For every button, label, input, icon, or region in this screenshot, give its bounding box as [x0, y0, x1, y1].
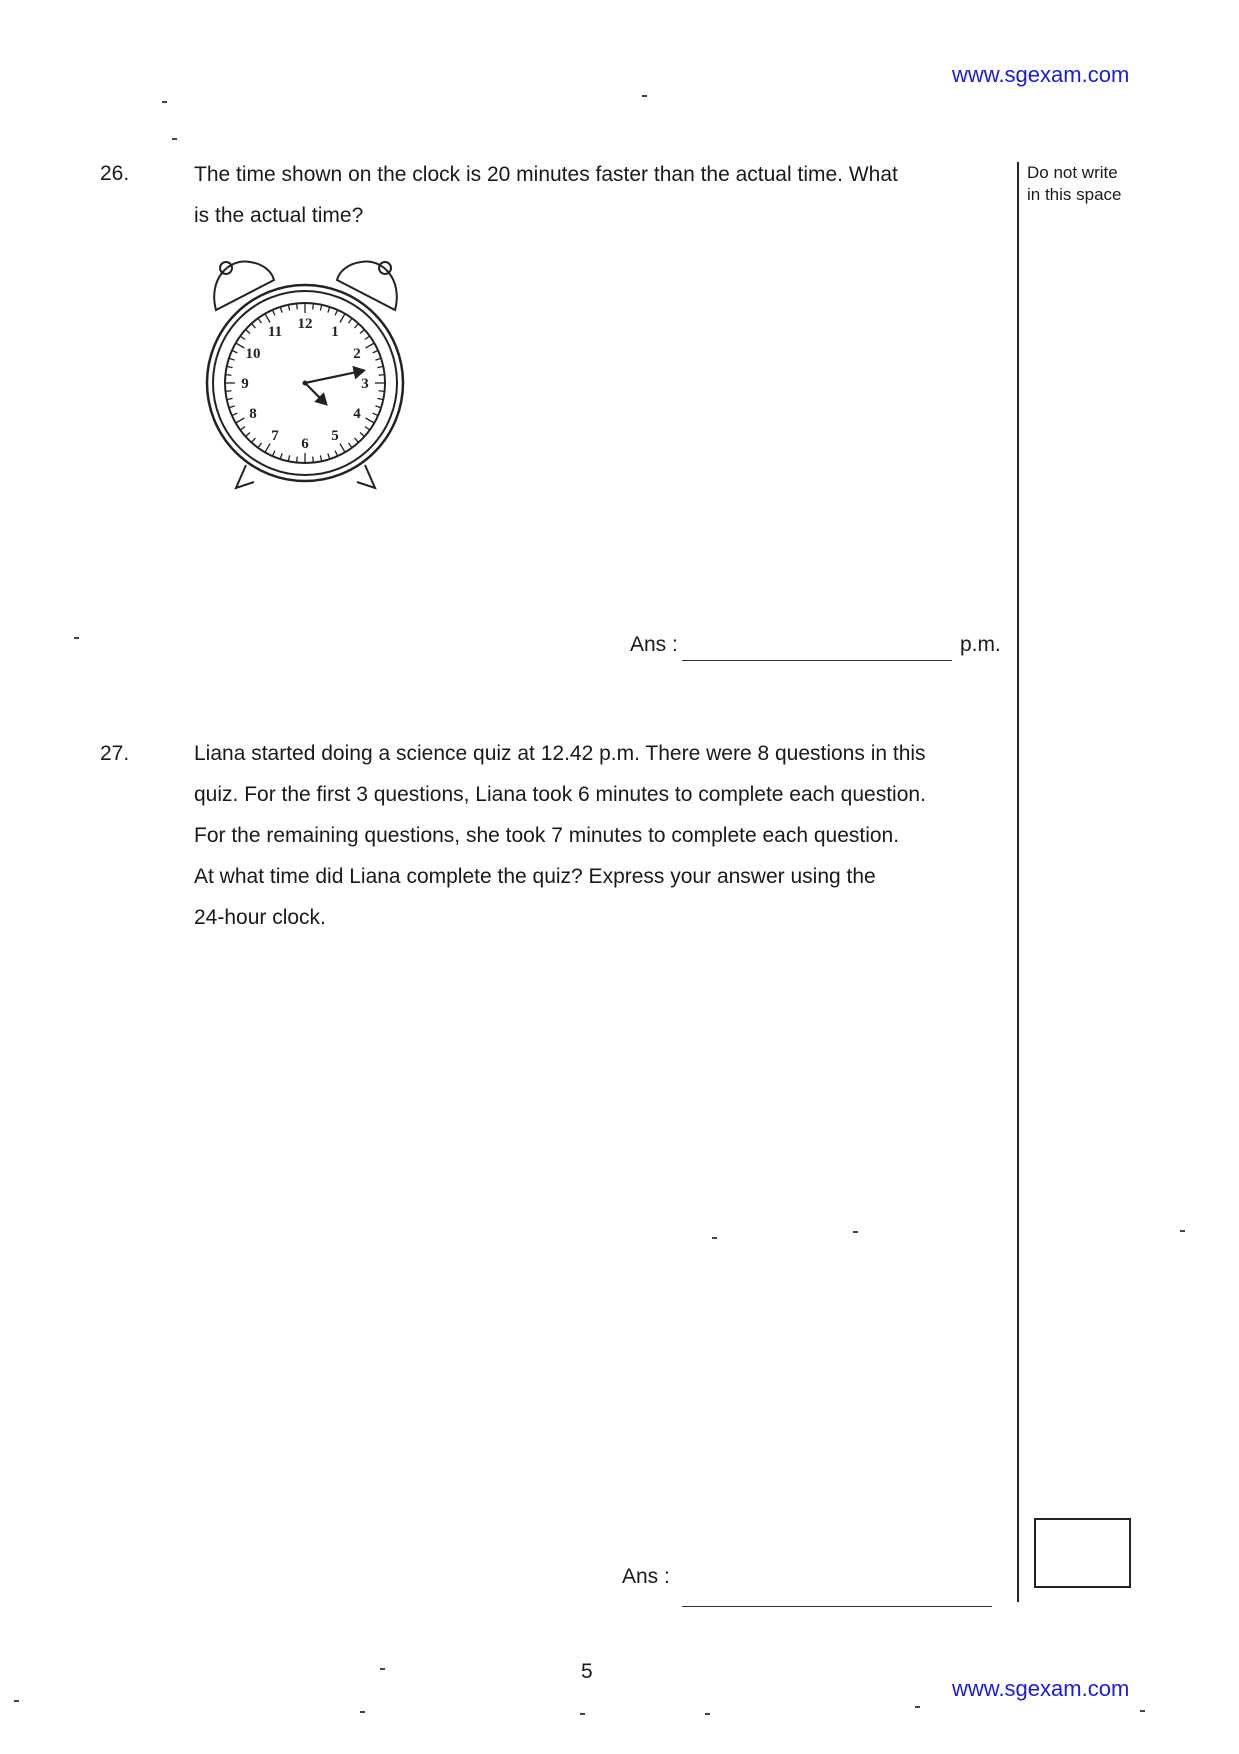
clock-tick: [236, 343, 245, 348]
margin-note-line1: Do not write: [1027, 163, 1118, 182]
clock-tick: [366, 343, 375, 348]
clock-tick: [251, 324, 255, 328]
clock-tick: [246, 433, 250, 437]
clock-tick: [360, 329, 364, 333]
question-26-line1: The time shown on the clock is 20 minutes faster than the actual time. What: [194, 163, 898, 186]
clock-tick: [227, 398, 233, 399]
scan-speck: [712, 1237, 717, 1239]
clock-tick: [360, 433, 364, 437]
scan-speck: [915, 1706, 920, 1708]
question-26-answer-unit: p.m.: [960, 633, 1001, 656]
clock-tick: [225, 391, 231, 392]
clock-tick: [373, 413, 378, 415]
question-27-line3: For the remaining questions, she took 7 minutes to complete each question.: [194, 824, 900, 847]
clock-tick: [379, 391, 385, 392]
question-27-text: [194, 733, 1019, 938]
question-27-line2: quiz. For the first 3 questions, Liana took 6 minutes to complete each question.: [194, 783, 926, 806]
clock-tick: [379, 375, 385, 376]
clock-tick: [355, 438, 359, 442]
scan-speck: [360, 1711, 365, 1713]
scan-speck: [74, 637, 79, 639]
clock-tick: [272, 310, 274, 315]
clock-tick: [232, 413, 237, 415]
clock-numeral: 9: [241, 376, 249, 392]
question-26-text: [194, 154, 1019, 236]
clock-tick: [375, 406, 381, 408]
clock-tick: [297, 457, 298, 463]
clock-tick: [288, 455, 289, 461]
question-26-answer-line[interactable]: [682, 660, 952, 661]
question-26-line2: is the actual time?: [194, 204, 364, 227]
clock-tick: [232, 350, 237, 352]
clock-numeral: 6: [301, 436, 309, 452]
alarm-bell-left: [214, 262, 274, 310]
clock-tick: [251, 438, 255, 442]
clock-tick: [229, 406, 235, 408]
site-link-bottom[interactable]: www.sgexam.com: [952, 1676, 1130, 1701]
clock-tick: [320, 455, 321, 461]
clock-tick: [328, 453, 330, 459]
scan-speck: [1180, 1230, 1185, 1232]
clock-tick: [313, 457, 314, 463]
clock-tick: [320, 305, 321, 311]
scan-speck: [380, 1668, 385, 1670]
clock-foot-right: [357, 465, 375, 488]
clock-foot-left: [236, 465, 254, 488]
clock-numeral: 10: [245, 346, 261, 362]
marks-box: [1034, 1518, 1131, 1588]
clock-tick: [240, 336, 245, 340]
scan-speck: [642, 95, 647, 97]
scan-speck: [853, 1231, 858, 1233]
clock-tick: [313, 303, 314, 309]
question-26-number: 26.: [100, 162, 130, 185]
clock-tick: [229, 358, 235, 360]
clock-numeral: 12: [297, 316, 313, 332]
clock-tick: [265, 314, 270, 323]
clock-tick: [340, 314, 345, 323]
scan-speck: [14, 1700, 19, 1702]
clock-center: [303, 381, 308, 386]
clock-tick: [280, 307, 282, 313]
question-27-line5: 24-hour clock.: [194, 906, 326, 929]
clock-tick: [348, 443, 352, 448]
clock-tick: [340, 444, 345, 453]
clock-tick: [348, 318, 352, 323]
scan-speck: [172, 138, 177, 140]
clock-tick: [328, 307, 330, 313]
clock-tick: [366, 418, 375, 423]
clock-hands: [305, 368, 364, 405]
alarm-clock-image: [198, 250, 413, 495]
clock-tick: [365, 336, 370, 340]
clock-tick: [258, 443, 262, 448]
clock-tick: [375, 358, 381, 360]
clock-numeral: 5: [331, 427, 339, 444]
clock-tick: [265, 444, 270, 453]
clock-tick: [258, 318, 262, 323]
question-27-line4: At what time did Liana complete the quiz? Express your answer using the: [194, 865, 876, 888]
clock-tick: [272, 451, 274, 456]
clock-tick: [335, 451, 337, 456]
clock-tick: [246, 329, 250, 333]
scan-speck: [1140, 1710, 1145, 1712]
clock-tick: [288, 305, 289, 311]
clock-tick: [236, 418, 245, 423]
clock-tick: [373, 350, 378, 352]
margin-note: [1027, 162, 1122, 206]
clock-tick: [240, 426, 245, 430]
scan-speck: [705, 1713, 710, 1715]
clock-tick: [377, 398, 383, 399]
clock-numeral: 3: [361, 376, 369, 392]
question-27-number: 27.: [100, 742, 130, 765]
clock-numeral: 1: [331, 324, 339, 341]
clock-tick: [377, 366, 383, 367]
clock-tick: [280, 453, 282, 459]
clock-numeral: 2: [353, 346, 361, 362]
clock-numeral: 7: [271, 427, 279, 444]
clock-tick: [335, 310, 337, 315]
clock-tick: [225, 375, 231, 376]
clock-tick: [227, 366, 233, 367]
clock-tick: [365, 426, 370, 430]
clock-tick: [355, 324, 359, 328]
question-27-line1: Liana started doing a science quiz at 12.42 p.m. There were 8 questions in this: [194, 742, 926, 765]
question-26-answer-label: Ans :: [630, 633, 678, 656]
question-27-answer-label: Ans :: [622, 1565, 670, 1588]
clock-tick: [297, 303, 298, 309]
scan-speck: [162, 101, 167, 103]
scan-speck: [580, 1713, 585, 1715]
site-link-top[interactable]: www.sgexam.com: [952, 62, 1130, 87]
clock-numeral: 8: [249, 406, 257, 422]
page-number: 5: [581, 1660, 593, 1683]
clock-numeral: 4: [353, 406, 361, 422]
margin-note-line2: in this space: [1027, 185, 1122, 204]
alarm-bell-right: [337, 262, 397, 310]
clock-numeral: 11: [267, 324, 283, 341]
question-27-answer-line[interactable]: [682, 1606, 992, 1607]
